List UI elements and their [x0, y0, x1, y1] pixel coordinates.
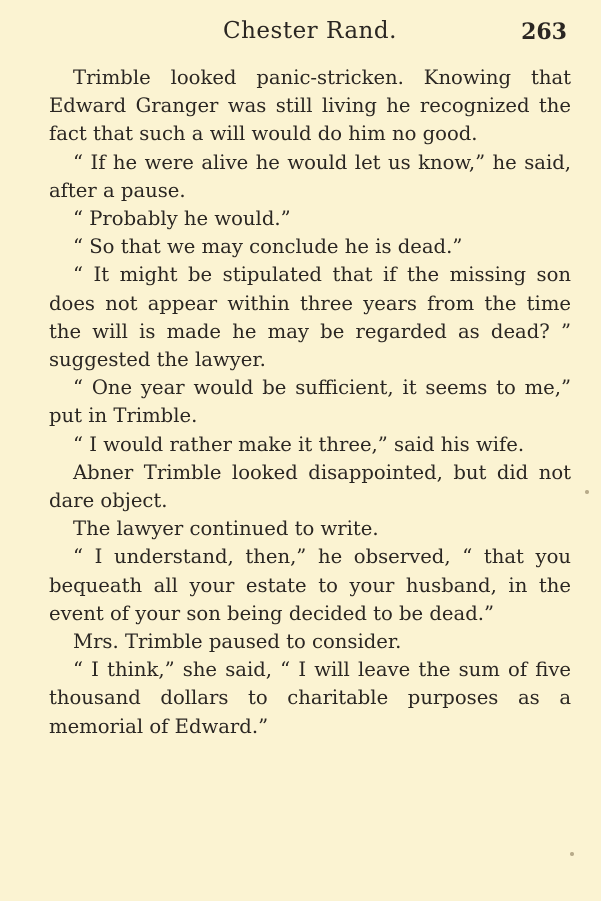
running-head	[49, 0, 571, 64]
page-number: 263	[521, 19, 567, 45]
paper-speck	[570, 852, 574, 856]
paragraph: “ So that we may conclude he is dead.”	[73, 235, 463, 259]
paragraph: “ It might be stipulated that if the missing son does not appear within three years from the time the will is made he may be regarded as dead? ” suggested the lawyer.	[49, 263, 571, 372]
paragraph: “ I understand, then,” he observed, “ that you bequeath all your estate to your husband, in the event of your son being decided to be dead.”	[49, 545, 571, 625]
paper-speck	[585, 490, 589, 494]
paragraph: “ If he were alive he would let us know,” he said, after a pause.	[49, 150, 571, 202]
running-title: Chester Rand.	[223, 18, 397, 44]
paragraph: “ I think,” she said, “ I will leave the sum of five thousand dollars to charitable purposes as a memorial of Edward.”	[49, 658, 571, 738]
paragraph: “ One year would be sufficient, it seems to me,” put in Trimble.	[49, 376, 571, 428]
paragraph: Mrs. Trimble paused to consider.	[73, 630, 402, 654]
paragraph: “ I would rather make it three,” said his wife.	[73, 432, 525, 456]
paragraph: The lawyer continued to write.	[73, 517, 379, 541]
body-text	[49, 64, 571, 741]
paragraph: Abner Trimble looked disappointed, but did not dare object.	[49, 460, 571, 513]
paragraph: Trimble looked panic-stricken. Knowing that Edward Granger was still living he recognized the fact that such a will would do him no good.	[49, 66, 571, 146]
paragraph: “ Probably he would.”	[73, 207, 291, 231]
